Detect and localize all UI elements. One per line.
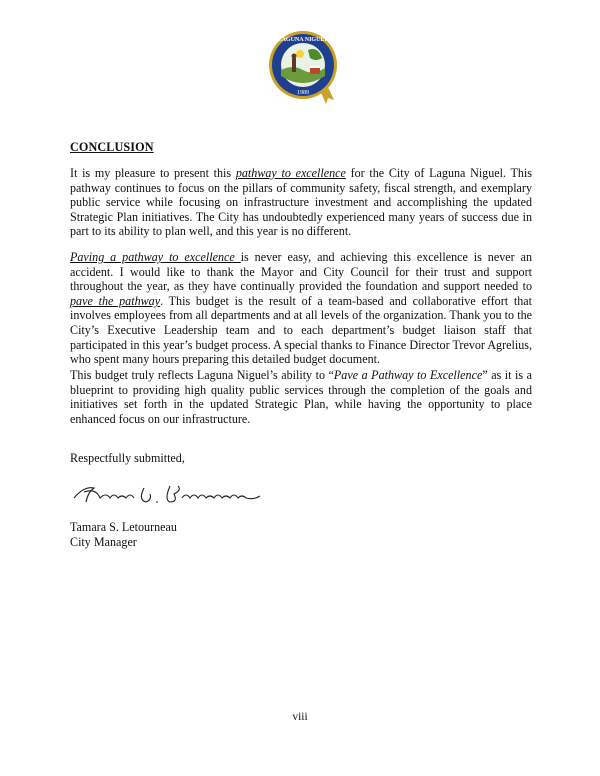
text-run: It is my pleasure to present this — [70, 166, 236, 180]
city-seal-logo — [268, 28, 338, 108]
text-run: for the City of Laguna Niguel. This pathway continues to focus on the pillars of community safety, fiscal strength, and exemplary public service while focusing on infrastructure investment and accomplishing the updated Strategic Plan initiatives. The City has undoubtedly experienced many years of success due in part to its ability to plan well, and this year is no different. — [70, 166, 532, 239]
signer-title: City Manager — [70, 535, 137, 549]
svg-text:LAGUNA NIGUEL: LAGUNA NIGUEL — [277, 37, 329, 43]
closing-line: Respectfully submitted, — [70, 451, 185, 465]
page-number: viii — [292, 711, 308, 723]
handwritten-signature — [70, 478, 270, 510]
paragraph-intro — [70, 166, 532, 239]
section-heading: CONCLUSION — [70, 140, 154, 154]
emphasis-pathway-to-excellence: pathway to excellence — [235, 166, 346, 180]
emphasis-pave-the-pathway: pave the pathway — [70, 293, 161, 308]
signer-block — [70, 520, 177, 550]
text-run: . This budget is the result of a team-based and collaborative effort that involves employees from all departments and at all levels of the organization. Thank you to the City’s Executive Leadership team and to each department’s budget liaison staff that participated in this year’s budget process. A special thanks to Finance Director Trevor Agrelius, who spent many hours preparing this detailed budget document. — [70, 293, 532, 367]
text-run: is never easy, and achieving this excellence is never an accident. I would like to thank the Mayor and City Council for their trust and support throughout the year, as they have continually provided the foundation and support needed to — [70, 250, 532, 294]
signer-name: Tamara S. Letourneau — [70, 520, 177, 534]
text-run: This budget truly reflects Laguna Niguel’s ability to “ — [70, 368, 334, 382]
svg-text:1989: 1989 — [297, 90, 309, 96]
text-run: ” as it is a blueprint to providing high quality public services through the completion of the goals and initiatives set forth in the updated Strategic Plan, while having the opportunity to place enhanced focus on our infrastructure. — [70, 368, 532, 426]
paragraph-acknowledgements — [70, 250, 532, 367]
emphasis-pave-a-pathway-to-excellence: Pave a Pathway to Excellence — [333, 368, 483, 382]
paragraph-summary — [70, 368, 532, 426]
emphasis-paving-a-pathway: Paving a pathway to excellence — [70, 250, 241, 264]
